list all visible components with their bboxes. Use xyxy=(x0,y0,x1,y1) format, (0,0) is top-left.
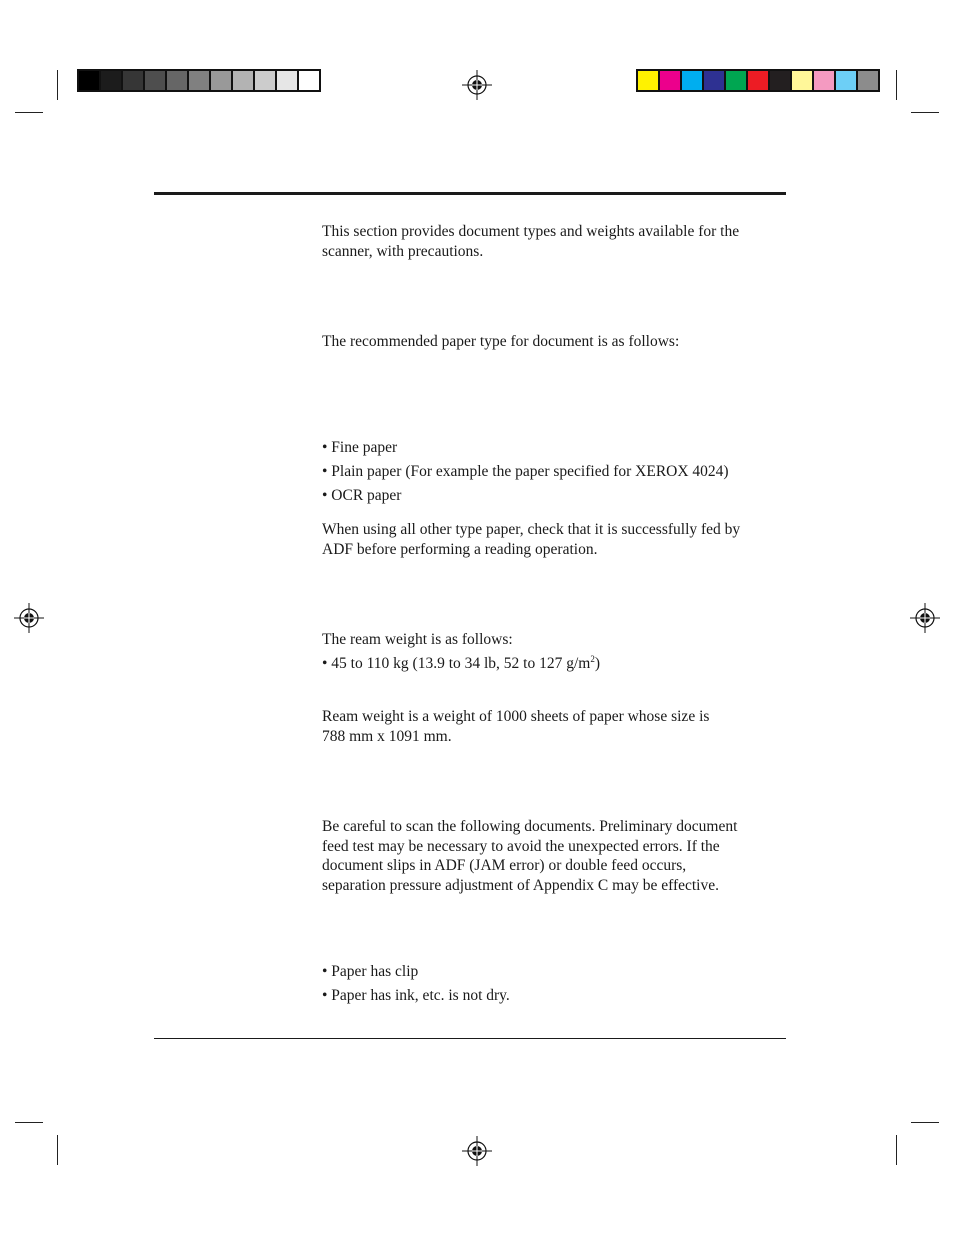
color-swatch xyxy=(858,71,878,90)
crop-mark xyxy=(15,1122,43,1123)
color-swatch xyxy=(277,71,299,90)
text-line: scanner, with precautions. xyxy=(322,242,484,260)
crop-mark xyxy=(911,1122,939,1123)
registration-mark-icon xyxy=(14,603,44,633)
color-swatch xyxy=(233,71,255,90)
text-line: document slips in ADF (JAM error) or double feed occurs, xyxy=(322,857,687,874)
list-item: • Fine paper xyxy=(322,439,398,456)
grayscale-calibration-bar xyxy=(77,69,321,92)
text-line: Be careful to scan the following documents. Preliminary document xyxy=(322,818,738,835)
crop-mark xyxy=(15,112,43,113)
registration-mark-icon xyxy=(462,1136,492,1166)
text-line: This section provides document types and weights available for the xyxy=(322,223,740,240)
color-swatch xyxy=(145,71,167,90)
registration-mark-icon xyxy=(910,603,940,633)
text-line: Ream weight is a weight of 1000 sheets of paper whose size is xyxy=(322,708,710,725)
crop-mark xyxy=(911,112,939,113)
superscript: 2 xyxy=(590,654,595,664)
list-item: • OCR paper xyxy=(322,487,402,504)
crop-mark xyxy=(57,70,58,100)
color-calibration-bar xyxy=(636,69,880,92)
text-line: 788 mm x 1091 mm. xyxy=(322,727,452,745)
crop-mark xyxy=(896,70,897,100)
color-swatch xyxy=(255,71,277,90)
intro-paragraph xyxy=(322,222,782,261)
paper-type-intro: The recommended paper type for document is as follows: xyxy=(322,333,680,350)
color-swatch xyxy=(770,71,792,90)
color-swatch xyxy=(726,71,748,90)
color-swatch xyxy=(660,71,682,90)
text-line: separation pressure adjustment of Appendix C may be effective. xyxy=(322,876,719,894)
color-swatch xyxy=(836,71,858,90)
text-line: ADF before performing a reading operation. xyxy=(322,540,598,558)
list-item: • Plain paper (For example the paper specified for XEROX 4024) xyxy=(322,463,729,480)
ream-weight-note xyxy=(322,707,782,746)
registration-mark-icon xyxy=(462,70,492,100)
list-item xyxy=(322,654,600,674)
header-rule xyxy=(154,192,786,195)
crop-mark xyxy=(896,1135,897,1165)
color-swatch xyxy=(638,71,660,90)
ream-weight-range: • 45 to 110 kg (13.9 to 34 lb, 52 to 127 g/m xyxy=(322,655,591,672)
color-swatch xyxy=(299,71,319,90)
closing-paren: ) xyxy=(594,655,601,672)
color-swatch xyxy=(814,71,836,90)
footer-rule xyxy=(154,1038,786,1039)
color-swatch xyxy=(704,71,726,90)
color-swatch xyxy=(748,71,770,90)
paper-type-note xyxy=(322,520,782,559)
text-line: feed test may be necessary to avoid the unexpected errors. If the xyxy=(322,837,720,855)
color-swatch xyxy=(79,71,101,90)
crop-mark xyxy=(57,1135,58,1165)
precautions-paragraph xyxy=(322,817,782,895)
color-swatch xyxy=(167,71,189,90)
list-item: • Paper has clip xyxy=(322,963,419,980)
list-item: • Paper has ink, etc. is not dry. xyxy=(322,987,510,1004)
color-swatch xyxy=(189,71,211,90)
ream-weight-intro: The ream weight is as follows: xyxy=(322,631,513,648)
color-swatch xyxy=(211,71,233,90)
text-line: When using all other type paper, check that it is successfully fed by xyxy=(322,521,741,538)
color-swatch xyxy=(101,71,123,90)
color-swatch xyxy=(123,71,145,90)
color-swatch xyxy=(682,71,704,90)
color-swatch xyxy=(792,71,814,90)
